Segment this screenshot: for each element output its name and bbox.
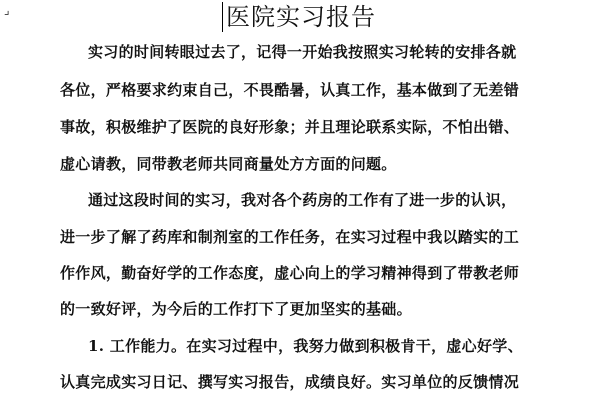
paragraph-line[interactable]: 认真完成实习日记、撰写实习报告，成绩良好。实习单位的反馈情况 — [60, 373, 520, 391]
paragraph-line[interactable]: 实习的时间转眼过去了，记得一开始我按照实习轮转的安排各就 — [88, 43, 517, 61]
paragraph-line[interactable]: 通过这段时间的实习，我对各个药房的工作有了进一步的认识， — [88, 191, 517, 209]
paragraph-line[interactable]: 1. 工作能力。在实习过程中，我努力做到积极肯干，虚心好学、 — [88, 337, 523, 355]
margin-corner-mark: ⌟ — [4, 3, 10, 17]
paragraph-line[interactable]: 进一步了解了药库和制剂室的工作任务，在实习过程中我以踏实的工 — [60, 228, 520, 246]
paragraph-line[interactable]: 作作风，勤奋好学的工作态度，虚心向上的学习精神得到了带教老师 — [60, 264, 520, 282]
paragraph-line[interactable]: 的一致好评，为今后的工作打下了更加坚实的基础。 — [60, 300, 412, 318]
text-cursor — [222, 2, 223, 32]
paragraph-line[interactable]: 事故，积极维护了医院的良好形象；并且理论联系实际，不怕出错、 — [60, 118, 520, 136]
paragraph-line[interactable]: 虚心请教，同带教老师共同商量处方方面的问题。 — [60, 155, 397, 173]
paragraph-line[interactable]: 各位，严格要求约束自己，不畏酷暑，认真工作，基本做到了无差错 — [60, 81, 520, 99]
document-title[interactable]: 医院实习报告 — [226, 3, 376, 31]
